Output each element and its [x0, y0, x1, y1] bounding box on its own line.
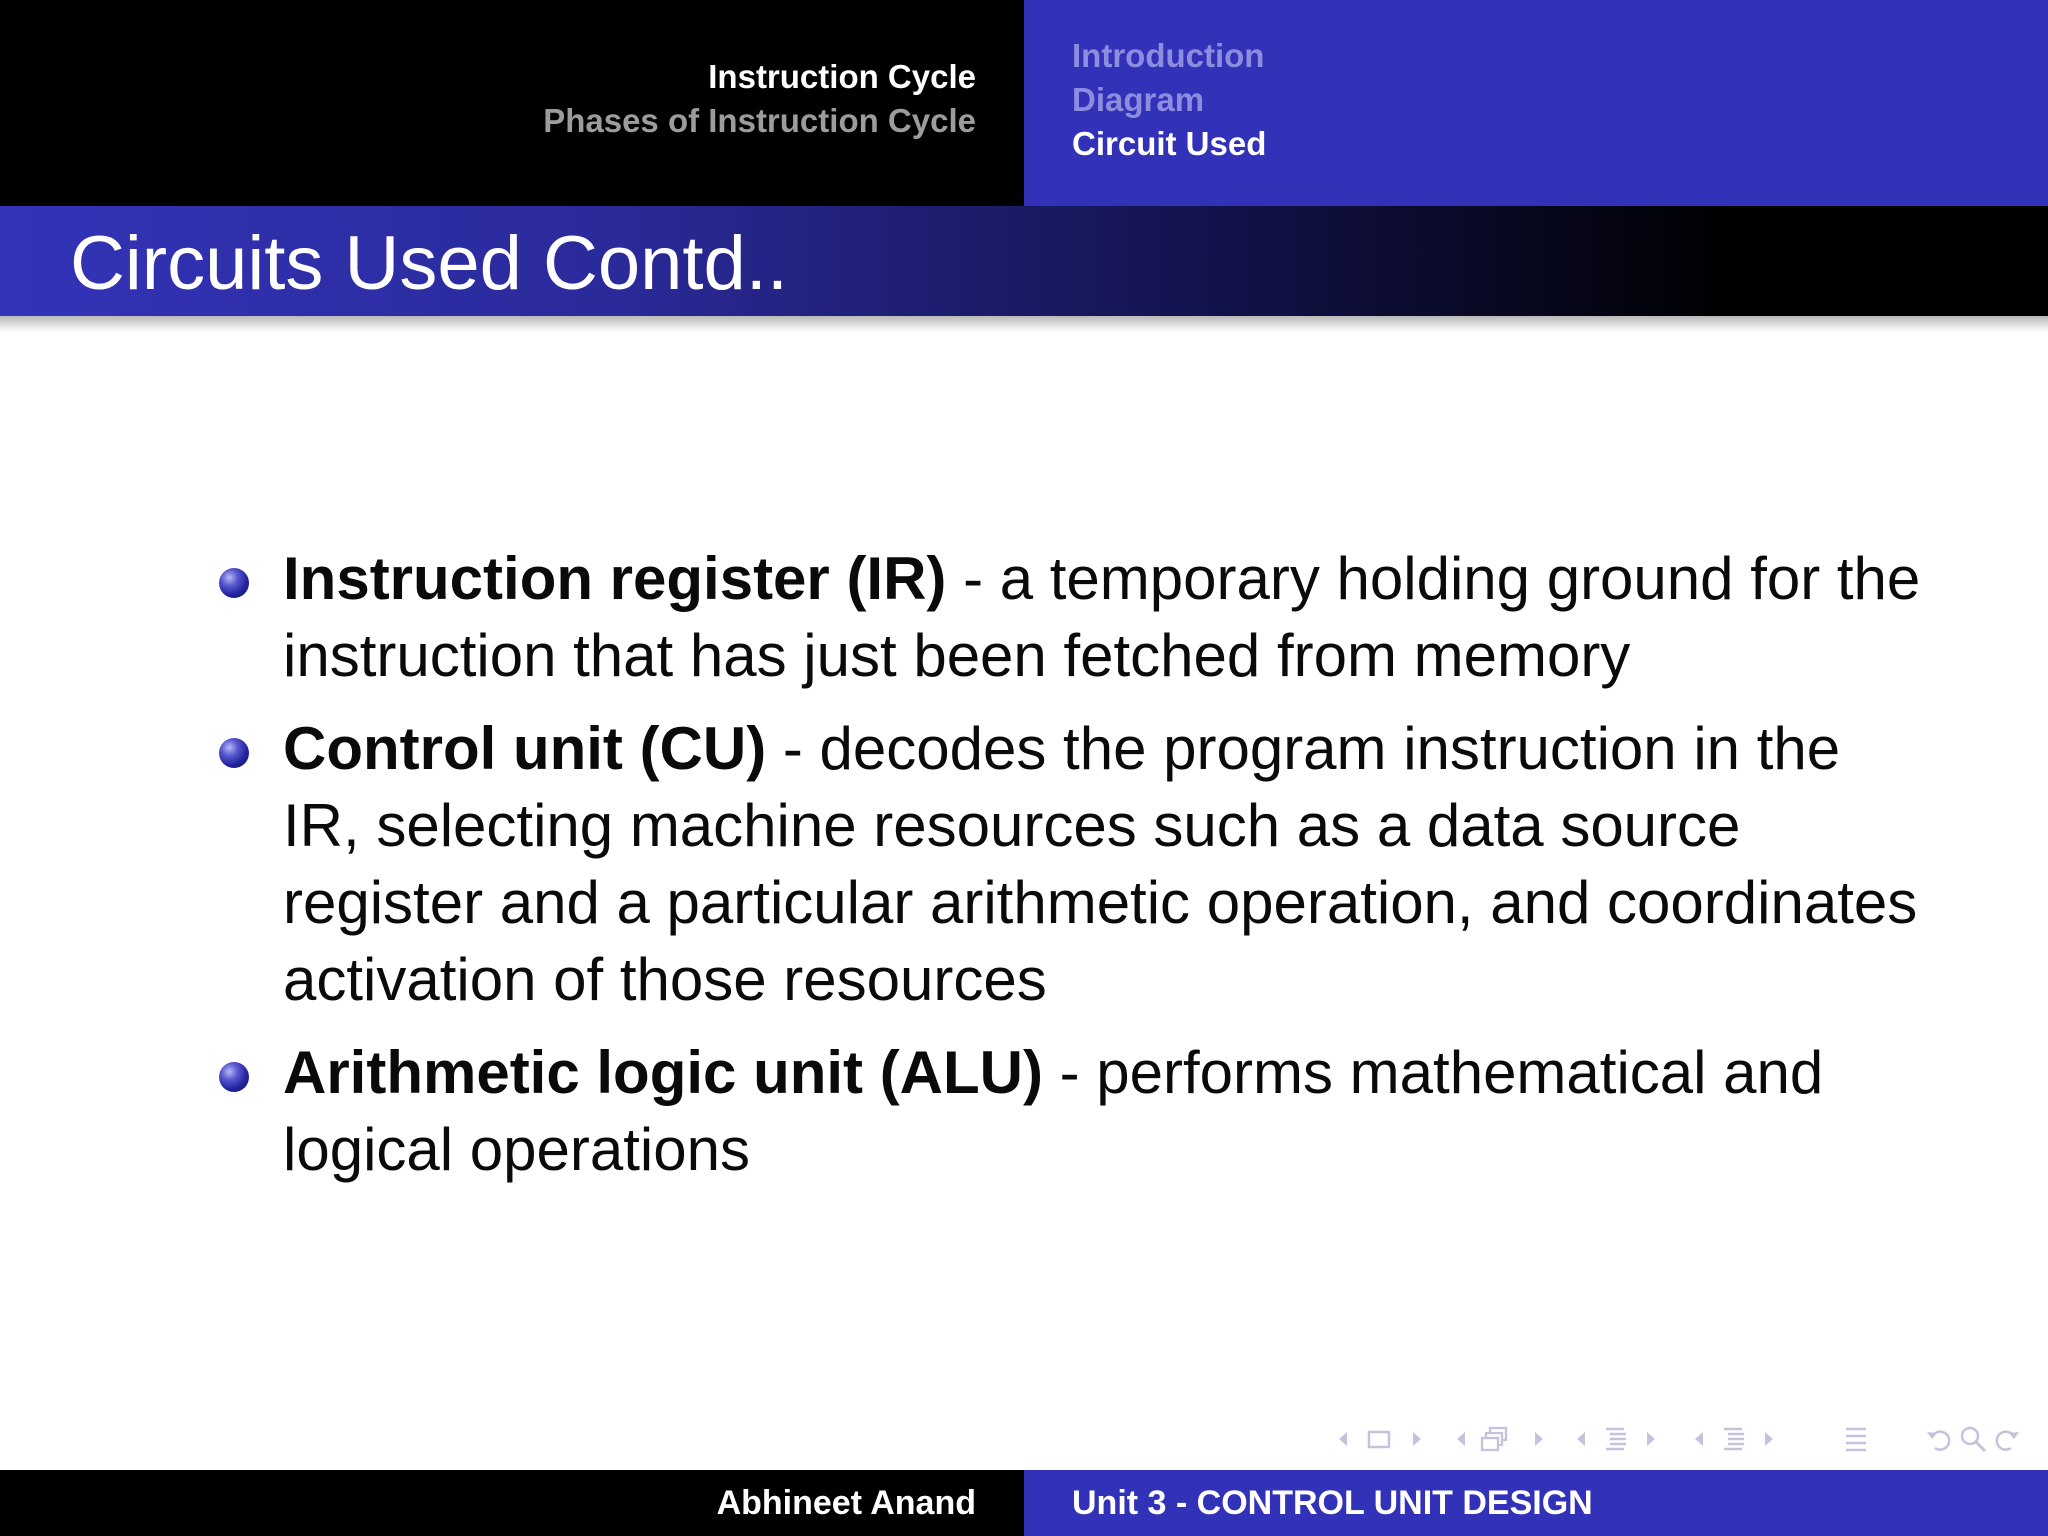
search-icon[interactable] [1958, 1424, 1988, 1454]
item-term: Instruction register (IR) [283, 545, 947, 612]
item-term: Arithmetic logic unit (ALU) [283, 1039, 1043, 1106]
bullet-ball-icon [219, 738, 249, 768]
prev-slide-group-icon[interactable] [1692, 1424, 1706, 1454]
nav-subsection-circuit-used[interactable]: Circuit Used [1072, 125, 1267, 162]
nav-subsection-introduction[interactable]: Introduction [1072, 37, 1265, 74]
navigation-symbols [1330, 1424, 2030, 1454]
bullet-ball-icon [219, 1062, 249, 1092]
section-icon[interactable] [1602, 1424, 1630, 1454]
next-slide-group-icon[interactable] [1762, 1424, 1776, 1454]
list-item-alu [283, 1034, 1923, 1188]
footer-title: Unit 3 - CONTROL UNIT DESIGN [1072, 1484, 1593, 1522]
title-bar-shadow [0, 316, 2048, 332]
toc-icon[interactable] [1842, 1424, 1870, 1454]
item-description: - a temporary holding ground for the instruction that has just been fetched from memory [283, 545, 1921, 689]
item-term: Control unit (CU) [283, 715, 767, 782]
list-item-cu [283, 710, 1923, 1018]
bullet-list [0, 540, 2048, 1204]
footer-author-panel [0, 1470, 1024, 1536]
back-icon[interactable] [1924, 1424, 1954, 1454]
header-subsections-panel [1024, 0, 2048, 206]
nav-section-phases[interactable]: Phases of Instruction Cycle [543, 102, 976, 139]
nav-section-instruction-cycle[interactable]: Instruction Cycle [708, 58, 976, 95]
item-description: - decodes the program instruction in the IR, selecting machine resources such as a data source register and a particular arithmetic operation, and coordinates activation of those resources [283, 715, 1918, 1013]
prev-subsection-icon[interactable] [1454, 1424, 1468, 1454]
next-section-icon[interactable] [1644, 1424, 1658, 1454]
subsection-icon[interactable] [1480, 1424, 1510, 1454]
footer-author: Abhineet Anand [716, 1484, 976, 1522]
prev-section-icon[interactable] [1574, 1424, 1588, 1454]
frame-title-bar [0, 206, 2048, 316]
frame-title: Circuits Used Contd.. [70, 221, 789, 306]
next-subsection-icon[interactable] [1532, 1424, 1546, 1454]
header-sections-panel [0, 0, 1024, 206]
slide-group-icon[interactable] [1720, 1424, 1748, 1454]
bullet-ball-icon [219, 568, 249, 598]
frame-icon[interactable] [1366, 1424, 1392, 1454]
list-item-ir [283, 540, 1923, 694]
next-frame-icon[interactable] [1410, 1424, 1424, 1454]
nav-subsection-diagram[interactable]: Diagram [1072, 81, 1205, 118]
prev-frame-icon[interactable] [1336, 1424, 1350, 1454]
item-description: - performs mathematical and logical operations [283, 1039, 1824, 1183]
footer-title-panel [1024, 1470, 2048, 1536]
forward-icon[interactable] [1992, 1424, 2022, 1454]
